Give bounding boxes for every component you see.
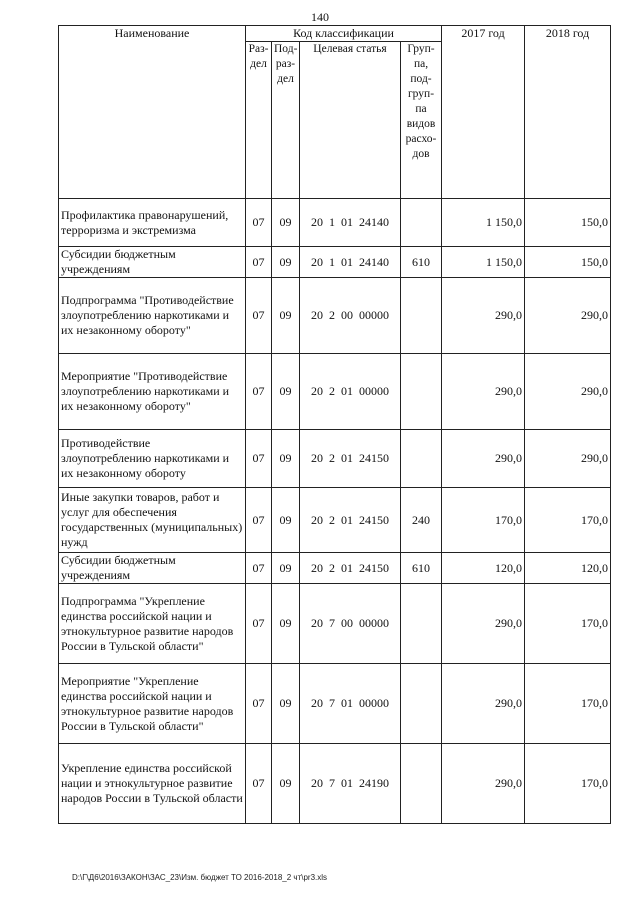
row-2018: 290,0 xyxy=(525,430,611,488)
row-subsection: 09 xyxy=(272,354,300,430)
row-section: 07 xyxy=(246,744,272,824)
row-group xyxy=(401,430,442,488)
row-name: Мероприятие "Противодействие злоупотреблению наркотиками и их незаконному обороту" xyxy=(59,354,246,430)
row-2017: 290,0 xyxy=(442,664,525,744)
row-name: Субсидии бюджетным учреждениям xyxy=(59,247,246,278)
row-target: 20 1 01 24140 xyxy=(300,199,401,247)
header-subsection: Под- раз- дел xyxy=(272,42,300,199)
header-name: Наименование xyxy=(59,26,246,199)
row-subsection: 09 xyxy=(272,278,300,354)
row-name: Субсидии бюджетным учреждениям xyxy=(59,553,246,584)
table-row xyxy=(59,430,611,488)
row-2018: 290,0 xyxy=(525,278,611,354)
row-group xyxy=(401,278,442,354)
row-subsection: 09 xyxy=(272,553,300,584)
row-section: 07 xyxy=(246,278,272,354)
row-target: 20 2 01 24150 xyxy=(300,430,401,488)
header-group: Груп- па, под- груп- па видов расхо- дов xyxy=(401,42,442,199)
row-group: 610 xyxy=(401,553,442,584)
row-section: 07 xyxy=(246,584,272,664)
row-name: Профилактика правонарушений, терроризма и экстремизма xyxy=(59,199,246,247)
row-2018: 170,0 xyxy=(525,664,611,744)
budget-table xyxy=(58,25,611,824)
row-2018: 170,0 xyxy=(525,488,611,553)
row-name: Подпрограмма "Противодействие злоупотреблению наркотиками и их незаконному обороту" xyxy=(59,278,246,354)
row-subsection: 09 xyxy=(272,584,300,664)
row-group xyxy=(401,354,442,430)
table-row xyxy=(59,664,611,744)
row-name: Укрепление единства российской нации и этнокультурное развитие народов России в Тульской области xyxy=(59,744,246,824)
header-code: Код классификации xyxy=(246,26,442,42)
row-subsection: 09 xyxy=(272,744,300,824)
table-row xyxy=(59,354,611,430)
table-row xyxy=(59,247,611,278)
row-target: 20 2 01 24150 xyxy=(300,553,401,584)
row-2017: 290,0 xyxy=(442,744,525,824)
table-row xyxy=(59,199,611,247)
table-row xyxy=(59,744,611,824)
row-2017: 290,0 xyxy=(442,430,525,488)
row-name: Подпрограмма "Укрепление единства российской нации и этнокультурное развитие народов России в Тульской области" xyxy=(59,584,246,664)
row-name: Противодействие злоупотреблению наркотиками и их незаконному обороту xyxy=(59,430,246,488)
row-2018: 170,0 xyxy=(525,584,611,664)
row-2018: 150,0 xyxy=(525,247,611,278)
row-target: 20 7 00 00000 xyxy=(300,584,401,664)
header-2017: 2017 год xyxy=(442,26,525,199)
header-2018: 2018 год xyxy=(525,26,611,199)
row-2018: 150,0 xyxy=(525,199,611,247)
row-group xyxy=(401,199,442,247)
row-2018: 290,0 xyxy=(525,354,611,430)
row-section: 07 xyxy=(246,664,272,744)
row-target: 20 2 01 24150 xyxy=(300,488,401,553)
table-row xyxy=(59,278,611,354)
row-target: 20 2 01 00000 xyxy=(300,354,401,430)
row-subsection: 09 xyxy=(272,664,300,744)
row-section: 07 xyxy=(246,354,272,430)
file-path-footer: D:\Г\Д6\2016\ЗАКОН\ЗАС_23\Изм. бюджет ТО 2016-2018_2 чт\pr3.xls xyxy=(72,873,328,882)
row-group: 240 xyxy=(401,488,442,553)
header-target: Целевая статья xyxy=(300,42,401,199)
row-target: 20 7 01 00000 xyxy=(300,664,401,744)
row-subsection: 09 xyxy=(272,199,300,247)
row-2017: 1 150,0 xyxy=(442,247,525,278)
table-row xyxy=(59,553,611,584)
row-group xyxy=(401,584,442,664)
row-subsection: 09 xyxy=(272,247,300,278)
table-row xyxy=(59,584,611,664)
row-2018: 170,0 xyxy=(525,744,611,824)
header-section: Раз- дел xyxy=(246,42,272,199)
row-2017: 290,0 xyxy=(442,278,525,354)
row-name: Иные закупки товаров, работ и услуг для обеспечения государственных (муниципальных) нужд xyxy=(59,488,246,553)
row-2017: 290,0 xyxy=(442,354,525,430)
row-name: Мероприятие "Укрепление единства российской нации и этнокультурное развитие народов России в Тульской области" xyxy=(59,664,246,744)
row-target: 20 7 01 24190 xyxy=(300,744,401,824)
row-subsection: 09 xyxy=(272,488,300,553)
table-row xyxy=(59,488,611,553)
row-section: 07 xyxy=(246,430,272,488)
row-section: 07 xyxy=(246,488,272,553)
row-group: 610 xyxy=(401,247,442,278)
row-target: 20 1 01 24140 xyxy=(300,247,401,278)
page-number: 140 xyxy=(311,10,329,24)
row-section: 07 xyxy=(246,247,272,278)
row-2017: 1 150,0 xyxy=(442,199,525,247)
row-2017: 290,0 xyxy=(442,584,525,664)
row-target: 20 2 00 00000 xyxy=(300,278,401,354)
row-section: 07 xyxy=(246,199,272,247)
row-2017: 170,0 xyxy=(442,488,525,553)
row-subsection: 09 xyxy=(272,430,300,488)
row-group xyxy=(401,664,442,744)
row-section: 07 xyxy=(246,553,272,584)
row-2017: 120,0 xyxy=(442,553,525,584)
row-2018: 120,0 xyxy=(525,553,611,584)
row-group xyxy=(401,744,442,824)
